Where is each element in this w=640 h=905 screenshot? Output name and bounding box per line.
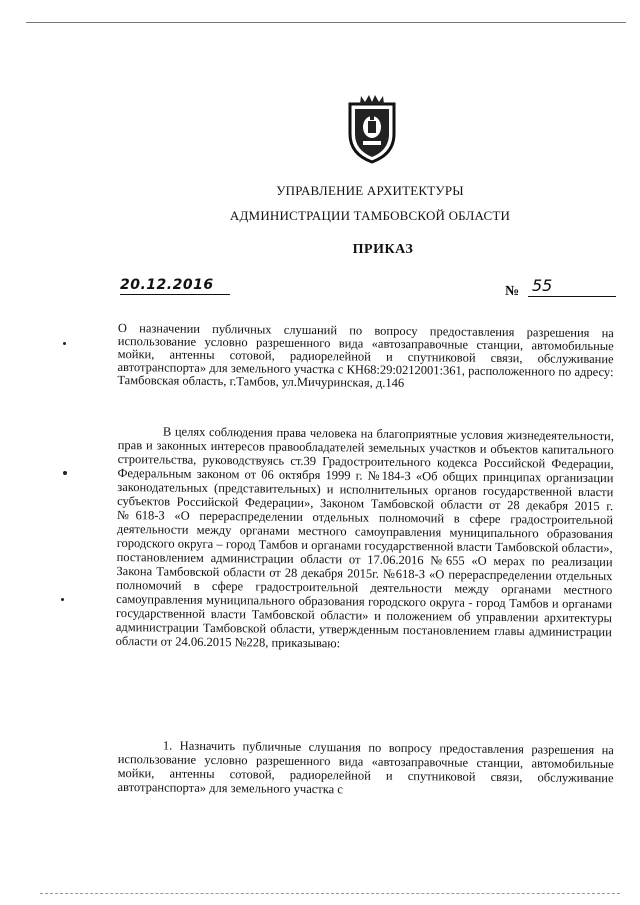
order-item-1: 1. Назначить публичные слушания по вопросу предоставления разрешения на использование условно разрешенного вида «автозаправочные станции, автомобильные мойки, антенны сотовой, радиорелейной и спутниковой связи, обслуживание автотранспорта» для земельного участка с — [117, 738, 614, 797]
tambov-coat-of-arms-emblem — [344, 94, 400, 164]
bottom-edge-line — [40, 893, 620, 894]
margin-speck — [61, 598, 64, 601]
handwritten-date: 20.12.2016 — [120, 276, 230, 295]
top-border-line — [26, 22, 626, 23]
number-label: № — [505, 284, 520, 299]
organization-name-line-1: УПРАВЛЕНИЕ АРХИТЕКТУРЫ — [276, 183, 464, 198]
organization-name-line-2: АДМИНИСТРАЦИИ ТАМБОВСКОЙ ОБЛАСТИ — [229, 208, 511, 223]
margin-speck — [63, 342, 66, 345]
document-type-title: ПРИКАЗ — [352, 242, 414, 257]
subject-paragraph: О назначении публичных слушаний по вопросу предоставления разрешения на использование условно разрешенного вида «автозаправочные станции, автомобильные мойки, антенны сотовой, радиорелейной и спутниковой связи, обслуживание автотранспорта» для земельного участка с КН68:29:0212001:361, расположенного по адресу: Тамбовская область, г.Тамбов, ул.Мичуринская, д.146 — [117, 321, 614, 390]
margin-speck — [63, 471, 67, 475]
handwritten-number: 55 — [528, 276, 616, 297]
preamble-paragraph: В целях соблюдения права человека на благоприятные условия жизнедеятельности, прав и законных интересов правообладателей земельных участков и объектов капитального строительства, руководствуясь ст.39 Градостроительного кодекса Российской Федерации, Федеральным законом от 06 октября 1999 г. №184-З «Об общих принципах организации законодательных (представительных) и исполнительных органов государственной власти субъектов Российской Федерации», Законом Тамбовской области от 28 декабря 2015 г. №618-З «О перераспределении отдельных полномочий в сфере градостроительной деятельности между органами местного самоуправления муниципального образования городского округа – город Тамбов и органами государственной власти Тамбовской области», постановлением администрации области от 17.06.2016 №655 «О мерах по реализации Закона Тамбовской области от 28 декабря 2015г. №618-З «О перераспределении отдельных полномочий в сфере градостроительной деятельности между органами местного самоуправления муниципального образования городского округа - город Тамбов и органами государственной власти Тамбовской области» и положением об управлении архитектуры администрации Тамбовской области, утвержденным постановлением главы администрации области от 24.06.2015 №228, приказываю: — [115, 424, 614, 651]
